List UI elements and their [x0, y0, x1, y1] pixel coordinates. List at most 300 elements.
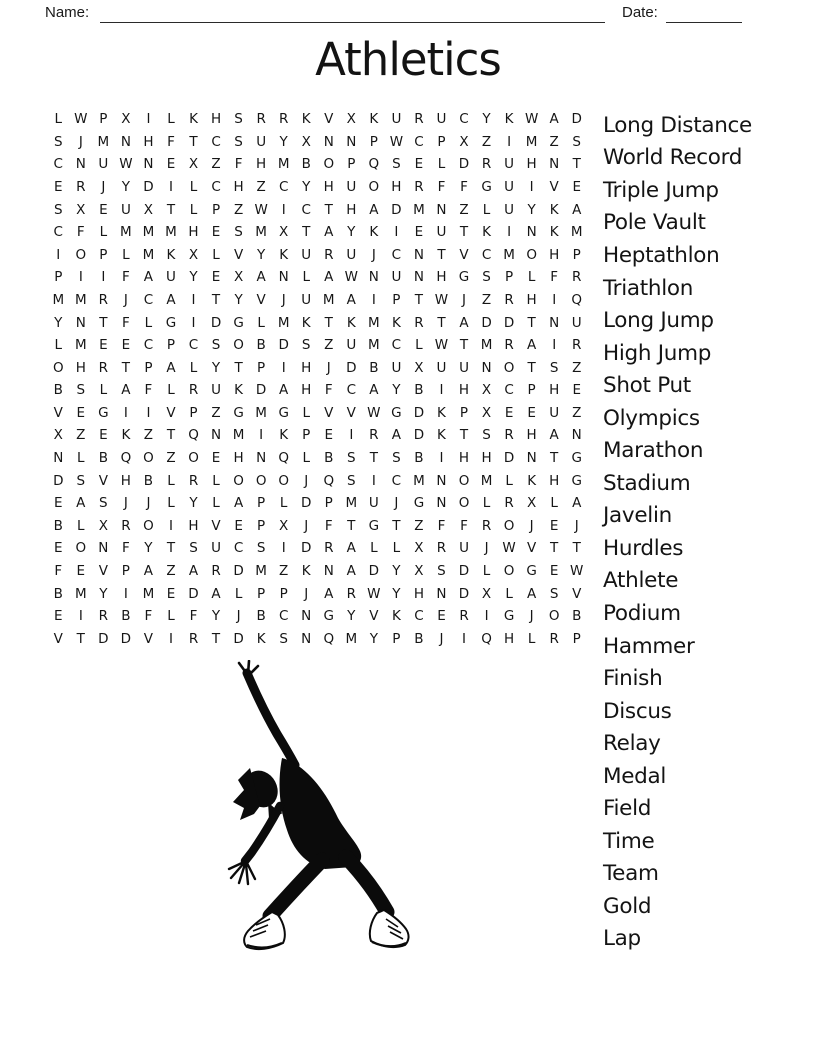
- word-list-item: Olympics: [603, 405, 700, 431]
- grid-letter: H: [301, 359, 312, 376]
- word-search-grid: [47, 108, 588, 650]
- grid-letter: R: [188, 630, 199, 647]
- grid-letter: L: [415, 337, 423, 354]
- word-list-item: Finish: [603, 666, 663, 692]
- grid-letter: C: [414, 133, 424, 150]
- grid-letter: P: [369, 133, 378, 150]
- grid-letter: O: [75, 540, 87, 557]
- grid-letter: Z: [256, 179, 266, 196]
- grid-letter: S: [549, 359, 559, 376]
- grid-letter: R: [481, 156, 492, 173]
- grid-letter: P: [54, 269, 63, 286]
- grid-letter: E: [121, 337, 131, 354]
- grid-letter: D: [143, 179, 154, 196]
- grid-letter: N: [413, 269, 424, 286]
- grid-letter: O: [52, 359, 64, 376]
- grid-letter: M: [480, 472, 493, 489]
- grid-letter: Z: [76, 427, 86, 444]
- grid-letter: D: [503, 450, 515, 467]
- grid-letter: G: [165, 314, 177, 331]
- grid-letter: T: [189, 133, 198, 150]
- grid-letter: X: [414, 540, 424, 557]
- grid-letter: C: [504, 382, 514, 399]
- grid-letter: F: [550, 269, 559, 286]
- grid-letter: G: [391, 404, 402, 421]
- grid-letter: X: [233, 269, 244, 286]
- grid-letter: O: [503, 359, 515, 376]
- grid-letter: Z: [211, 156, 221, 173]
- grid-letter: R: [211, 562, 221, 579]
- grid-letter: R: [504, 291, 514, 308]
- grid-letter: S: [53, 133, 63, 150]
- grid-letter: G: [233, 314, 244, 331]
- grid-letter: P: [527, 382, 536, 399]
- grid-letter: B: [143, 472, 154, 489]
- grid-letter: K: [279, 246, 289, 263]
- grid-letter: Z: [572, 404, 582, 421]
- grid-letter: Q: [323, 472, 335, 489]
- grid-letter: L: [505, 585, 513, 602]
- grid-letter: T: [99, 314, 108, 331]
- grid-letter: W: [434, 337, 449, 354]
- grid-letter: F: [460, 179, 468, 196]
- grid-letter: R: [98, 291, 109, 308]
- grid-letter: T: [369, 450, 378, 467]
- grid-letter: I: [123, 585, 128, 602]
- grid-letter: M: [413, 472, 425, 489]
- grid-letter: U: [368, 495, 379, 512]
- grid-letter: W: [502, 540, 516, 557]
- grid-letter: D: [210, 314, 222, 331]
- grid-letter: O: [323, 156, 335, 173]
- grid-letter: F: [54, 562, 63, 579]
- grid-letter: P: [257, 359, 266, 376]
- grid-letter: L: [122, 246, 130, 263]
- grid-letter: X: [53, 427, 63, 444]
- right-shoe: [370, 910, 409, 947]
- grid-letter: L: [392, 540, 401, 557]
- grid-letter: O: [368, 179, 380, 196]
- grid-letter: Q: [368, 156, 380, 173]
- grid-letter: C: [278, 608, 289, 625]
- grid-letter: H: [458, 382, 470, 399]
- grid-letter: H: [233, 450, 244, 467]
- grid-letter: T: [166, 540, 176, 557]
- grid-letter: H: [549, 246, 560, 263]
- grid-letter: C: [346, 382, 357, 399]
- grid-letter: V: [346, 404, 356, 421]
- grid-letter: D: [188, 585, 199, 602]
- grid-letter: U: [346, 179, 357, 196]
- grid-letter: R: [256, 111, 266, 128]
- grid-letter: X: [76, 201, 86, 218]
- grid-letter: Z: [549, 133, 559, 150]
- grid-letter: U: [211, 540, 221, 557]
- grid-letter: L: [189, 179, 198, 196]
- grid-letter: Y: [121, 179, 130, 196]
- grid-letter: E: [211, 450, 221, 467]
- word-list-item: Pole Vault: [603, 210, 706, 236]
- grid-letter: M: [345, 495, 358, 512]
- grid-letter: Z: [166, 450, 176, 467]
- grid-letter: J: [123, 495, 128, 512]
- grid-letter: A: [143, 269, 154, 286]
- grid-letter: Y: [527, 201, 536, 218]
- grid-letter: A: [572, 495, 582, 512]
- grid-letter: R: [324, 246, 334, 263]
- grid-letter: K: [549, 224, 559, 241]
- grid-letter: T: [302, 224, 311, 241]
- grid-letter: R: [414, 314, 424, 331]
- grid-letter: O: [458, 472, 470, 489]
- grid-letter: D: [391, 201, 402, 218]
- grid-letter: M: [142, 246, 155, 263]
- grid-letter: M: [255, 562, 267, 579]
- grid-letter: H: [391, 179, 402, 196]
- grid-letter: G: [233, 404, 244, 421]
- grid-letter: M: [345, 630, 358, 647]
- grid-letter: A: [549, 427, 559, 444]
- grid-letter: R: [504, 495, 514, 512]
- grid-letter: N: [436, 585, 447, 602]
- grid-letter: X: [481, 585, 492, 602]
- grid-letter: B: [324, 450, 334, 467]
- grid-letter: I: [78, 608, 83, 625]
- grid-letter: J: [101, 179, 106, 196]
- name-label: Name:: [45, 4, 90, 21]
- grid-letter: A: [346, 540, 356, 557]
- grid-letter: I: [439, 450, 444, 467]
- grid-letter: Y: [54, 314, 63, 331]
- grid-letter: O: [458, 495, 470, 512]
- grid-letter: V: [143, 630, 154, 647]
- grid-letter: N: [549, 156, 560, 173]
- grid-letter: N: [436, 495, 447, 512]
- grid-letter: D: [503, 314, 515, 331]
- grid-letter: E: [324, 427, 334, 444]
- grid-letter: O: [188, 450, 199, 467]
- grid-letter: F: [144, 608, 153, 625]
- grid-letter: P: [121, 562, 130, 579]
- grid-letter: T: [211, 630, 221, 647]
- grid-letter: W: [119, 156, 133, 173]
- grid-letter: C: [301, 201, 311, 218]
- grid-letter: B: [414, 450, 424, 467]
- grid-letter: Y: [482, 111, 491, 128]
- grid-letter: W: [74, 111, 88, 128]
- grid-letter: E: [166, 585, 176, 602]
- grid-letter: X: [414, 562, 424, 579]
- grid-letter: J: [439, 630, 444, 647]
- grid-letter: L: [370, 540, 378, 557]
- grid-letter: U: [436, 111, 447, 128]
- grid-letter: S: [234, 111, 243, 128]
- grid-letter: H: [143, 133, 154, 150]
- grid-letter: R: [121, 517, 131, 534]
- grid-letter: M: [570, 224, 583, 241]
- grid-letter: R: [278, 111, 289, 128]
- grid-letter: D: [346, 359, 357, 376]
- grid-letter: F: [167, 133, 175, 150]
- grid-letter: T: [392, 517, 401, 534]
- grid-letter: Y: [392, 585, 401, 602]
- grid-letter: N: [323, 562, 334, 579]
- grid-letter: O: [526, 246, 537, 263]
- grid-letter: N: [481, 359, 492, 376]
- word-list-item: Long Jump: [603, 308, 714, 334]
- grid-letter: L: [482, 495, 491, 512]
- grid-letter: O: [255, 472, 267, 489]
- grid-letter: P: [392, 630, 401, 647]
- grid-letter: J: [529, 608, 534, 625]
- grid-letter: Y: [302, 179, 311, 196]
- grid-letter: S: [76, 472, 86, 489]
- grid-letter: S: [392, 450, 401, 467]
- grid-letter: N: [143, 156, 154, 173]
- grid-letter: O: [503, 562, 515, 579]
- grid-letter: J: [462, 291, 466, 308]
- grid-letter: C: [391, 337, 402, 354]
- grid-letter: Z: [572, 359, 582, 376]
- grid-letter: V: [233, 246, 244, 263]
- grid-letter: V: [53, 404, 63, 421]
- grid-letter: G: [571, 450, 582, 467]
- grid-letter: S: [256, 540, 266, 557]
- word-list-item: Time: [603, 828, 655, 854]
- grid-letter: I: [371, 472, 376, 489]
- grid-letter: P: [572, 246, 581, 263]
- grid-letter: Y: [257, 246, 266, 263]
- grid-letter: F: [122, 269, 130, 286]
- grid-letter: T: [437, 246, 446, 263]
- grid-letter: P: [166, 337, 176, 354]
- grid-letter: K: [256, 630, 266, 647]
- grid-letter: H: [301, 382, 312, 399]
- grid-letter: X: [98, 517, 108, 534]
- grid-letter: X: [459, 133, 469, 150]
- figure-shoes: [244, 910, 408, 949]
- grid-letter: L: [505, 472, 513, 489]
- grid-letter: R: [459, 608, 469, 625]
- grid-letter: R: [98, 359, 109, 376]
- grid-letter: X: [143, 201, 154, 218]
- word-list-item: Relay: [603, 731, 661, 757]
- grid-letter: Y: [347, 224, 356, 241]
- grid-letter: L: [550, 495, 558, 512]
- grid-letter: E: [414, 224, 424, 241]
- puzzle-title: Athletics: [315, 33, 501, 86]
- grid-letter: C: [414, 608, 424, 625]
- grid-letter: U: [436, 359, 447, 376]
- grid-letter: P: [572, 630, 581, 647]
- grid-letter: N: [346, 133, 357, 150]
- figure-body: [229, 661, 387, 916]
- grid-letter: R: [98, 608, 109, 625]
- grid-letter: Y: [369, 630, 378, 647]
- grid-letter: Y: [211, 359, 221, 376]
- grid-letter: T: [166, 201, 176, 218]
- word-list-item: Team: [603, 861, 659, 887]
- grid-letter: P: [257, 495, 266, 512]
- grid-letter: Z: [459, 201, 469, 218]
- grid-letter: Q: [278, 450, 289, 467]
- grid-letter: T: [76, 630, 85, 647]
- grid-letter: U: [391, 111, 402, 128]
- word-list-item: Triple Jump: [603, 177, 719, 203]
- grid-letter: R: [369, 427, 379, 444]
- grid-letter: E: [504, 404, 514, 421]
- grid-letter: N: [53, 450, 64, 467]
- grid-letter: W: [524, 111, 539, 128]
- grid-letter: M: [74, 337, 87, 354]
- grid-letter: U: [256, 133, 267, 150]
- grid-letter: A: [76, 495, 86, 512]
- grid-letter: U: [436, 224, 447, 241]
- grid-letter: G: [458, 269, 470, 286]
- word-list-item: Discus: [603, 698, 672, 724]
- grid-letter: C: [53, 224, 63, 241]
- grid-letter: C: [459, 111, 469, 128]
- grid-letter: P: [99, 246, 108, 263]
- grid-letter: N: [75, 156, 86, 173]
- grid-letter: I: [146, 404, 151, 421]
- grid-letter: M: [413, 201, 425, 218]
- grid-letter: B: [53, 382, 63, 399]
- grid-letter: K: [189, 111, 198, 128]
- grid-letter: Q: [188, 427, 199, 444]
- grid-letter: L: [302, 450, 310, 467]
- grid-letter: X: [481, 404, 492, 421]
- grid-letter: X: [279, 517, 289, 534]
- grid-letter: A: [324, 585, 334, 602]
- grid-letter: C: [53, 156, 63, 173]
- grid-letter: M: [52, 291, 65, 308]
- grid-letter: P: [302, 427, 311, 444]
- grid-letter: H: [75, 359, 86, 376]
- grid-letter: T: [550, 450, 559, 467]
- grid-letter: H: [526, 156, 537, 173]
- grid-letter: U: [391, 359, 402, 376]
- grid-letter: A: [166, 291, 176, 308]
- grid-letter: E: [572, 179, 581, 196]
- grid-letter: H: [323, 179, 334, 196]
- grid-letter: K: [549, 201, 559, 218]
- word-list-item: Gold: [603, 893, 652, 919]
- word-list-item: Athlete: [603, 568, 679, 594]
- grid-letter: D: [53, 472, 64, 489]
- grid-letter: S: [211, 337, 221, 354]
- grid-letter: U: [301, 291, 312, 308]
- grid-letter: E: [99, 337, 108, 354]
- grid-letter: J: [304, 585, 309, 602]
- grid-letter: K: [369, 224, 379, 241]
- grid-letter: L: [482, 562, 491, 579]
- grid-letter: U: [459, 359, 469, 376]
- grid-letter: M: [165, 224, 177, 241]
- grid-letter: N: [278, 269, 289, 286]
- grid-letter: O: [233, 337, 244, 354]
- grid-letter: Y: [347, 608, 356, 625]
- grid-letter: R: [549, 630, 559, 647]
- grid-letter: O: [143, 450, 154, 467]
- grid-letter: T: [166, 427, 176, 444]
- grid-letter: M: [120, 224, 132, 241]
- grid-letter: K: [527, 472, 537, 489]
- grid-letter: Z: [481, 291, 492, 308]
- word-list-item: Lap: [603, 926, 641, 952]
- grid-letter: V: [572, 585, 582, 602]
- grid-letter: L: [167, 472, 175, 489]
- grid-letter: O: [75, 246, 87, 263]
- grid-letter: B: [121, 608, 131, 625]
- grid-letter: Z: [414, 517, 424, 534]
- grid-letter: C: [143, 337, 154, 354]
- figure-hanging-hand-fingers: [229, 862, 255, 884]
- grid-letter: E: [54, 608, 63, 625]
- grid-letter: Z: [143, 427, 154, 444]
- grid-letter: L: [77, 517, 85, 534]
- grid-letter: P: [189, 404, 198, 421]
- grid-letter: D: [120, 630, 132, 647]
- grid-letter: Y: [234, 291, 243, 308]
- grid-letter: V: [459, 246, 469, 263]
- grid-letter: J: [146, 495, 151, 512]
- grid-letter: D: [571, 111, 582, 128]
- word-list-item: Podium: [603, 600, 681, 626]
- grid-letter: S: [437, 562, 446, 579]
- grid-letter: R: [572, 337, 582, 354]
- grid-letter: B: [414, 382, 424, 399]
- grid-letter: X: [188, 246, 199, 263]
- grid-letter: D: [233, 630, 244, 647]
- grid-letter: G: [481, 179, 492, 196]
- grid-letter: H: [256, 156, 267, 173]
- grid-letter: L: [99, 382, 108, 399]
- grid-letter: F: [437, 179, 446, 196]
- grid-letter: Y: [189, 269, 198, 286]
- grid-letter: N: [323, 133, 334, 150]
- word-list-item: Medal: [603, 763, 667, 789]
- grid-letter: T: [414, 291, 424, 308]
- grid-letter: L: [212, 472, 220, 489]
- grid-letter: M: [368, 337, 380, 354]
- grid-letter: I: [146, 111, 151, 128]
- grid-letter: F: [76, 224, 85, 241]
- grid-letter: T: [459, 337, 469, 354]
- grid-letter: P: [437, 133, 446, 150]
- grid-letter: F: [122, 314, 130, 331]
- grid-letter: I: [552, 291, 557, 308]
- grid-letter: U: [504, 179, 515, 196]
- grid-letter: B: [53, 517, 63, 534]
- grid-letter: I: [78, 269, 83, 286]
- grid-letter: J: [574, 517, 579, 534]
- grid-letter: R: [481, 517, 492, 534]
- grid-letter: T: [572, 540, 581, 557]
- word-list-item: Heptathlon: [603, 242, 720, 268]
- grid-letter: U: [391, 269, 402, 286]
- grid-letter: D: [233, 562, 244, 579]
- grid-letter: Z: [233, 201, 244, 218]
- grid-letter: F: [144, 382, 153, 399]
- grid-letter: N: [301, 608, 312, 625]
- grid-letter: L: [279, 495, 288, 512]
- grid-letter: J: [236, 608, 241, 625]
- grid-letter: T: [324, 314, 333, 331]
- grid-letter: L: [77, 450, 85, 467]
- grid-letter: K: [437, 427, 446, 444]
- grid-letter: P: [347, 156, 356, 173]
